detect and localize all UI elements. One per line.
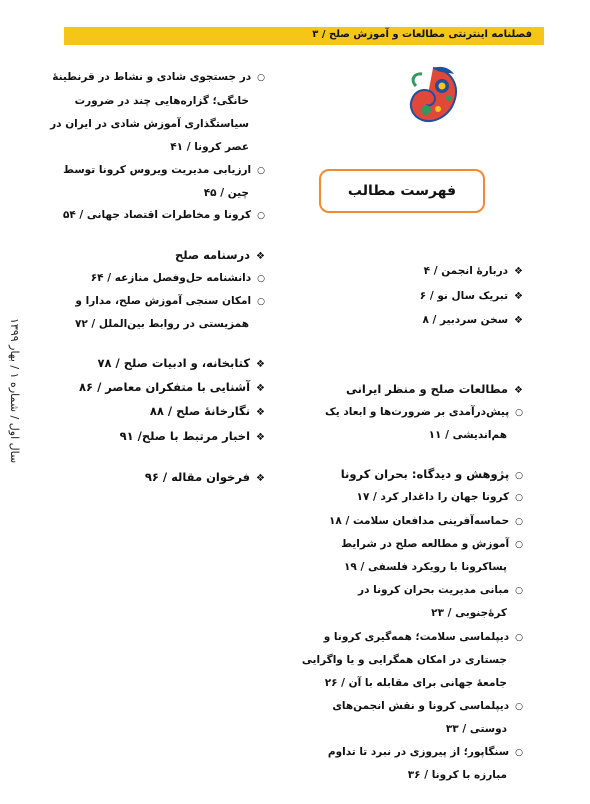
header-text: فصلنامه اینترنتی مطالعات و آموزش صلح / ۳ [312, 29, 532, 40]
toc-item[interactable]: ○ در جستجوی شادی و نشاط در قرنطینهٔ [52, 70, 265, 85]
toc-item[interactable]: ○ حماسه‌آفرینی مدافعان سلامت / ۱۸ [329, 514, 523, 529]
toc-section-heading: ❖ درسنامه صلح [175, 248, 265, 264]
toc-item[interactable]: ❖ آشنایی با متفکران معاصر / ۸۶ [79, 380, 265, 396]
toc-section-heading: ❖ مطالعات صلح و منظر ایرانی [346, 382, 523, 398]
side-issue-label: سال اول / شماره ۱ / بهار ۱۳۹۹ [8, 318, 21, 464]
toc-title-box [319, 169, 485, 213]
toc-item[interactable]: ❖ سخن سردبیر / ۸ [422, 313, 523, 328]
toc-title: فهرست مطالب [347, 183, 457, 199]
toc-item-continuation[interactable]: عصر کرونا / ۴۱ [170, 141, 249, 153]
toc-item[interactable]: ○ پیش‌درآمدی بر ضرورت‌ها و ابعاد یک [325, 405, 523, 420]
toc-item[interactable]: ○ سنگاپور؛ از پیروزی در نبرد تا تداوم [328, 745, 523, 760]
toc-item-continuation[interactable]: مبارزه با کرونا / ۳۶ [407, 769, 507, 781]
toc-item-continuation[interactable]: پساکرونا با رویکرد فلسفی / ۱۹ [343, 561, 507, 573]
toc-item[interactable]: ❖ تبریک سال نو / ۶ [420, 289, 523, 304]
toc-item-continuation[interactable]: کرهٔ‌جنوبی / ۲۳ [431, 607, 507, 619]
toc-item[interactable]: ○ ارزیابی مدیریت ویروس کرونا توسط [63, 163, 265, 178]
toc-item[interactable]: ❖ دربارهٔ انجمن / ۴ [424, 264, 523, 279]
toc-item-continuation[interactable]: جامعهٔ جهانی برای مقابله با آن / ۲۶ [324, 677, 507, 689]
toc-item[interactable]: ❖ فرخوان مقاله / ۹۶ [145, 470, 265, 486]
toc-item[interactable]: ○ امکان سنجی آموزش صلح، مدارا و [75, 294, 265, 309]
toc-item-continuation[interactable]: چین / ۴۵ [203, 187, 249, 199]
toc-item-continuation[interactable]: سیاستگذاری آموزش شادی در ایران در [50, 118, 249, 130]
header-bar [64, 27, 544, 45]
toc-item[interactable]: ○ دانشنامه حل‌وفصل منازعه / ۶۴ [91, 271, 265, 286]
toc-item[interactable]: ○ دیپلماسی کرونا و نقش انجمن‌های [332, 699, 523, 714]
toc-item[interactable]: ○ آموزش و مطالعه صلح در شرایط [341, 537, 523, 552]
toc-item-continuation[interactable]: همزیستی در روابط بین‌الملل / ۷۲ [74, 318, 249, 330]
paisley-ornament-icon [404, 64, 462, 126]
toc-item[interactable]: ○ دیپلماسی سلامت؛ همه‌گیری کرونا و [324, 630, 523, 645]
toc-item-continuation[interactable]: جستاری در امکان همگرایی و یا واگرایی [301, 654, 507, 666]
toc-item[interactable]: ❖ اخبار مرتبط با صلح/ ۹۱ [120, 429, 265, 445]
toc-item-continuation[interactable]: دوستی / ۳۳ [445, 723, 507, 735]
toc-item[interactable]: ❖ نگارخانهٔ صلح / ۸۸ [150, 404, 265, 420]
toc-item-continuation[interactable]: خانگی؛ گزاره‌هایی چند در ضرورت [74, 95, 249, 107]
toc-item[interactable]: ○ کرونا جهان را داغدار کرد / ۱۷ [357, 490, 523, 505]
toc-item[interactable]: ❖ کتابخانه، و ادبیات صلح / ۷۸ [98, 356, 266, 372]
toc-item[interactable]: ○ کرونا و مخاطرات اقتصاد جهانی / ۵۴ [63, 208, 265, 223]
toc-item[interactable]: ○ مبانی مدیریت بحران کرونا در [358, 583, 523, 598]
toc-section-heading: ○ پژوهش و دیدگاه: بحران کرونا [341, 467, 523, 483]
toc-item-continuation[interactable]: هم‌اندیشی / ۱۱ [428, 429, 507, 441]
